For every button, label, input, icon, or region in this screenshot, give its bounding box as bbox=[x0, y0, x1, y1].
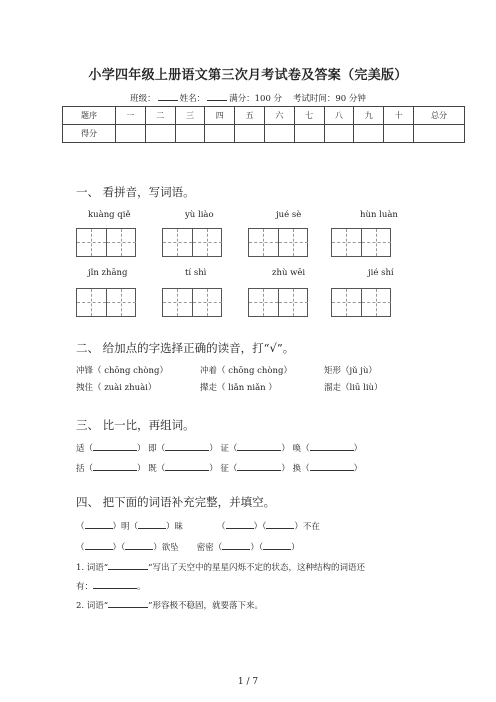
text: ） bbox=[353, 464, 363, 474]
answer-blank[interactable] bbox=[108, 561, 148, 570]
text: 。 bbox=[137, 582, 146, 592]
writing-grid[interactable] bbox=[162, 288, 222, 317]
answer-blank[interactable] bbox=[85, 520, 113, 529]
writing-grid[interactable] bbox=[331, 288, 391, 317]
text: ）（ bbox=[112, 543, 126, 553]
score-table-header bbox=[63, 107, 465, 125]
answer-blank[interactable] bbox=[222, 541, 250, 550]
writing-grid[interactable] bbox=[162, 228, 222, 257]
header-cell: 四 bbox=[205, 107, 235, 125]
text: ）（ bbox=[253, 522, 267, 532]
answer-blank[interactable] bbox=[266, 520, 294, 529]
text: （ bbox=[76, 522, 85, 532]
text: 括（ bbox=[76, 464, 94, 474]
text: 适（ bbox=[76, 444, 94, 454]
exam-time: 考试时间：90 分钟 bbox=[292, 94, 366, 104]
answer-blank[interactable] bbox=[93, 462, 137, 471]
section3-heading: 三、 比一比，再组词。 bbox=[76, 418, 195, 432]
text: 密密（ bbox=[196, 543, 223, 553]
pinyin: yù liào bbox=[185, 210, 214, 220]
reading-item: 拽住（ zuài zhuài） bbox=[76, 383, 157, 393]
answer-blank[interactable] bbox=[138, 520, 166, 529]
score-cell[interactable] bbox=[294, 125, 324, 143]
score-cell[interactable] bbox=[235, 125, 265, 143]
score-cell[interactable] bbox=[205, 125, 235, 143]
answer-blank[interactable] bbox=[237, 462, 281, 471]
text: ） 证（ bbox=[209, 444, 238, 454]
text: 1. 词语“ bbox=[76, 563, 109, 573]
name-blank bbox=[207, 92, 227, 101]
answer-blank[interactable] bbox=[93, 580, 137, 589]
full-score: 满分：100 分 bbox=[229, 94, 283, 104]
reading-item: 撵走（ liǎn niǎn ） bbox=[200, 383, 277, 393]
section1-heading: 一、 看拼音，写词语。 bbox=[76, 185, 195, 199]
score-cell[interactable] bbox=[145, 125, 175, 143]
text: （ bbox=[76, 543, 85, 553]
score-cell[interactable] bbox=[116, 125, 146, 143]
text: ”写出了天空中的星星闪烁不定的状态，这种结构的词语还 bbox=[148, 563, 366, 573]
pinyin: jié shí bbox=[368, 268, 394, 278]
class-blank bbox=[158, 92, 178, 101]
text: ） 即（ bbox=[137, 444, 166, 454]
section2-heading: 二、 给加点的字选择正确的读音，打“√”。 bbox=[76, 341, 295, 355]
score-cell[interactable] bbox=[324, 125, 354, 143]
answer-blank[interactable] bbox=[125, 541, 153, 550]
text: ）明（ bbox=[112, 522, 139, 532]
answer-blank[interactable] bbox=[108, 599, 148, 608]
answer-blank[interactable] bbox=[237, 442, 281, 451]
page-number: 1 / 7 bbox=[237, 677, 259, 687]
writing-grid[interactable] bbox=[248, 288, 308, 317]
writing-grid[interactable] bbox=[331, 228, 391, 257]
score-cell[interactable] bbox=[384, 125, 414, 143]
header-cell: 七 bbox=[294, 107, 324, 125]
header-cell: 题序 bbox=[63, 107, 116, 125]
text: 2. 词语“ bbox=[76, 601, 109, 611]
pinyin: kuàng qiě bbox=[88, 210, 131, 220]
header-cell: 二 bbox=[145, 107, 175, 125]
text: ） 既（ bbox=[137, 464, 166, 474]
pinyin: hùn luàn bbox=[360, 210, 398, 220]
reading-item: 冲着（ chōng chòng） bbox=[200, 366, 292, 376]
header-cell: 总分 bbox=[414, 107, 465, 125]
pinyin: tí shì bbox=[185, 268, 207, 278]
text: 有： bbox=[76, 582, 94, 592]
header-cell: 五 bbox=[235, 107, 265, 125]
pinyin: jué sè bbox=[276, 210, 302, 220]
text: ）昧 bbox=[166, 522, 184, 532]
reading-item: 溜走（liū liù） bbox=[324, 383, 383, 393]
writing-grid[interactable] bbox=[76, 288, 136, 317]
reading-item: 矩形（jǔ jù） bbox=[324, 366, 377, 376]
text: ） 唤（ bbox=[281, 444, 310, 454]
section4-heading: 四、 把下面的词语补充完整，并填空。 bbox=[76, 495, 276, 509]
row-label: 得分 bbox=[63, 125, 116, 143]
text: ）不在 bbox=[294, 522, 320, 532]
score-table bbox=[62, 106, 465, 143]
text: ）（ bbox=[250, 543, 264, 553]
score-cell[interactable] bbox=[175, 125, 205, 143]
question-2 bbox=[76, 599, 263, 611]
answer-blank[interactable] bbox=[93, 442, 137, 451]
text: ）欲坠 bbox=[153, 543, 179, 553]
text: ”形容极不稳固，就要落下来。 bbox=[148, 601, 264, 611]
name-label: 姓名： bbox=[179, 94, 206, 104]
text: ） bbox=[353, 444, 363, 454]
page-title: 小学四年级上册语文第三次月考试卷及答案（完美版） bbox=[88, 68, 408, 83]
header-cell: 一 bbox=[116, 107, 146, 125]
idiom-line bbox=[76, 520, 320, 532]
exam-info bbox=[0, 92, 496, 104]
header-cell: 十 bbox=[384, 107, 414, 125]
writing-grid[interactable] bbox=[76, 228, 136, 257]
score-cell[interactable] bbox=[354, 125, 384, 143]
pinyin: jǐn zhāng bbox=[88, 268, 128, 278]
class-label: 班级： bbox=[130, 94, 156, 104]
reading-item: 冲锋（ chōng chòng） bbox=[76, 366, 168, 376]
header-cell: 三 bbox=[175, 107, 205, 125]
text: ） 换（ bbox=[281, 464, 310, 474]
header-cell: 六 bbox=[264, 107, 294, 125]
writing-grid[interactable] bbox=[248, 228, 308, 257]
text: ） 征（ bbox=[209, 464, 238, 474]
answer-blank[interactable] bbox=[85, 541, 113, 550]
pinyin: zhù wēi bbox=[272, 268, 306, 278]
answer-blank[interactable] bbox=[310, 442, 354, 451]
header-cell: 九 bbox=[354, 107, 384, 125]
answer-blank[interactable] bbox=[165, 442, 209, 451]
answer-blank[interactable] bbox=[310, 462, 354, 471]
question-1-continued bbox=[76, 580, 146, 592]
question-1 bbox=[76, 561, 365, 573]
score-cell[interactable] bbox=[414, 125, 465, 143]
word-group-line bbox=[76, 462, 362, 474]
header-cell: 八 bbox=[324, 107, 354, 125]
score-cell[interactable] bbox=[264, 125, 294, 143]
text: ） bbox=[291, 543, 300, 553]
idiom-line bbox=[76, 541, 300, 553]
answer-blank[interactable] bbox=[263, 541, 291, 550]
word-group-line bbox=[76, 442, 362, 454]
answer-blank[interactable] bbox=[165, 462, 209, 471]
answer-blank[interactable] bbox=[226, 520, 254, 529]
text: （ bbox=[217, 522, 226, 532]
score-table-row bbox=[63, 125, 465, 143]
